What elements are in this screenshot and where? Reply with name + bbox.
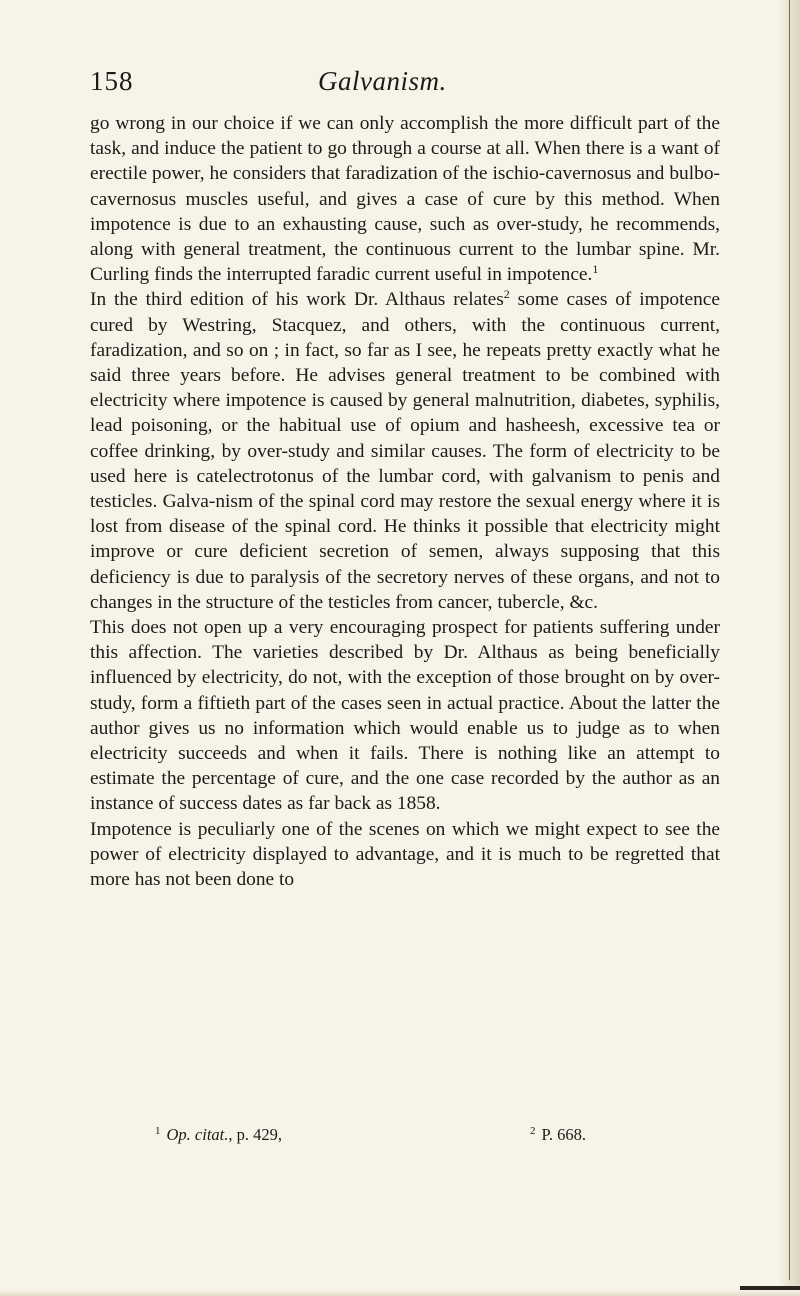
body-text <box>90 111 720 892</box>
paragraph <box>90 817 720 893</box>
page-edge-line <box>789 0 790 1280</box>
paragraph-text: In the third edition of his work Dr. Althaus relates <box>90 289 504 311</box>
paragraph-text: go wrong in our choice if we can only accomplish the more difficult part of the task, and induce the patient to go through a course at all. When there is a want of erectile power, he considers that faradization of the ischio-cavernosus and bulbo-cavernosus muscles useful, and gives a case of cure by this method. When impotence is due to an exhausting cause, such as over-study, he recommends, along with general treatment, the continuous current to the lumbar spine. Mr. Curling finds the interrupted faradic current useful in impotence. <box>90 113 720 286</box>
paragraph-text: This does not open up a very encouraging prospect for patients suffering under this affection. The varieties described by Dr. Althaus as being beneficially influenced by electricity, do not, with the exception of those brought on by over-study, form a fiftieth part of the cases seen in actual practice. About the latter the author gives us no information which would enable us to judge as to when electricity succeeds and when it fails. There is nothing like an attempt to estimate the percentage of cure, and the one case recorded by the author as an instance of success dates as far back as 1858. <box>90 617 720 815</box>
footnote-marker: 2 <box>530 1125 536 1137</box>
paragraph <box>90 615 720 817</box>
footnote-ref: 2 <box>503 287 510 302</box>
page-bottom-corner <box>740 1286 800 1290</box>
paragraph-text: Impotence is peculiarly one of the scenes on which we might expect to see the power of electricity displayed to advantage, and it is much to be regretted that more has not been done to <box>90 818 720 891</box>
page-bottom-edge <box>0 1290 800 1296</box>
running-title: Galvanism. <box>318 66 447 96</box>
footnote-text: P. 668. <box>541 1125 586 1144</box>
paragraph <box>90 287 720 615</box>
paragraph-text-continued: some cases of impotence cured by Westring, Stacquez, and others, with the continuous current, faradization, and so on ; in fact, so far as I see, he repeats pretty exactly what he said three years before. He advises general treatment to be combined with electricity where impotence is caused by general malnutrition, diabetes, syphilis, lead poisoning, or the habitual use of opium and hasheesh, excessive tea or coffee drinking, by over-study and similar causes. The form of electricity to be used here is catelectrotonus of the lumbar cord, with galvanism to penis and testicles. Galva-nism of the spinal cord may restore the sexual energy where it is lost from disease of the spinal cord. He thinks it possible that electricity might improve or cure deficient secretion of semen, always supposing that this deficiency is due to paralysis of the secretory nerves of these organs, and not to changes in the structure of the testicles from cancer, tubercle, &c. <box>90 289 720 613</box>
footnote-ref: 1 <box>592 262 599 277</box>
footnotes <box>155 1125 695 1149</box>
page-header <box>90 66 720 100</box>
footnote-citation: Op. citat. <box>166 1125 229 1144</box>
footnote-text: , p. 429, <box>228 1125 282 1144</box>
footnote-marker: 1 <box>155 1125 161 1137</box>
footnote <box>155 1125 282 1145</box>
paragraph <box>90 111 720 287</box>
footnote <box>530 1125 586 1145</box>
page-number: 158 <box>90 66 134 96</box>
